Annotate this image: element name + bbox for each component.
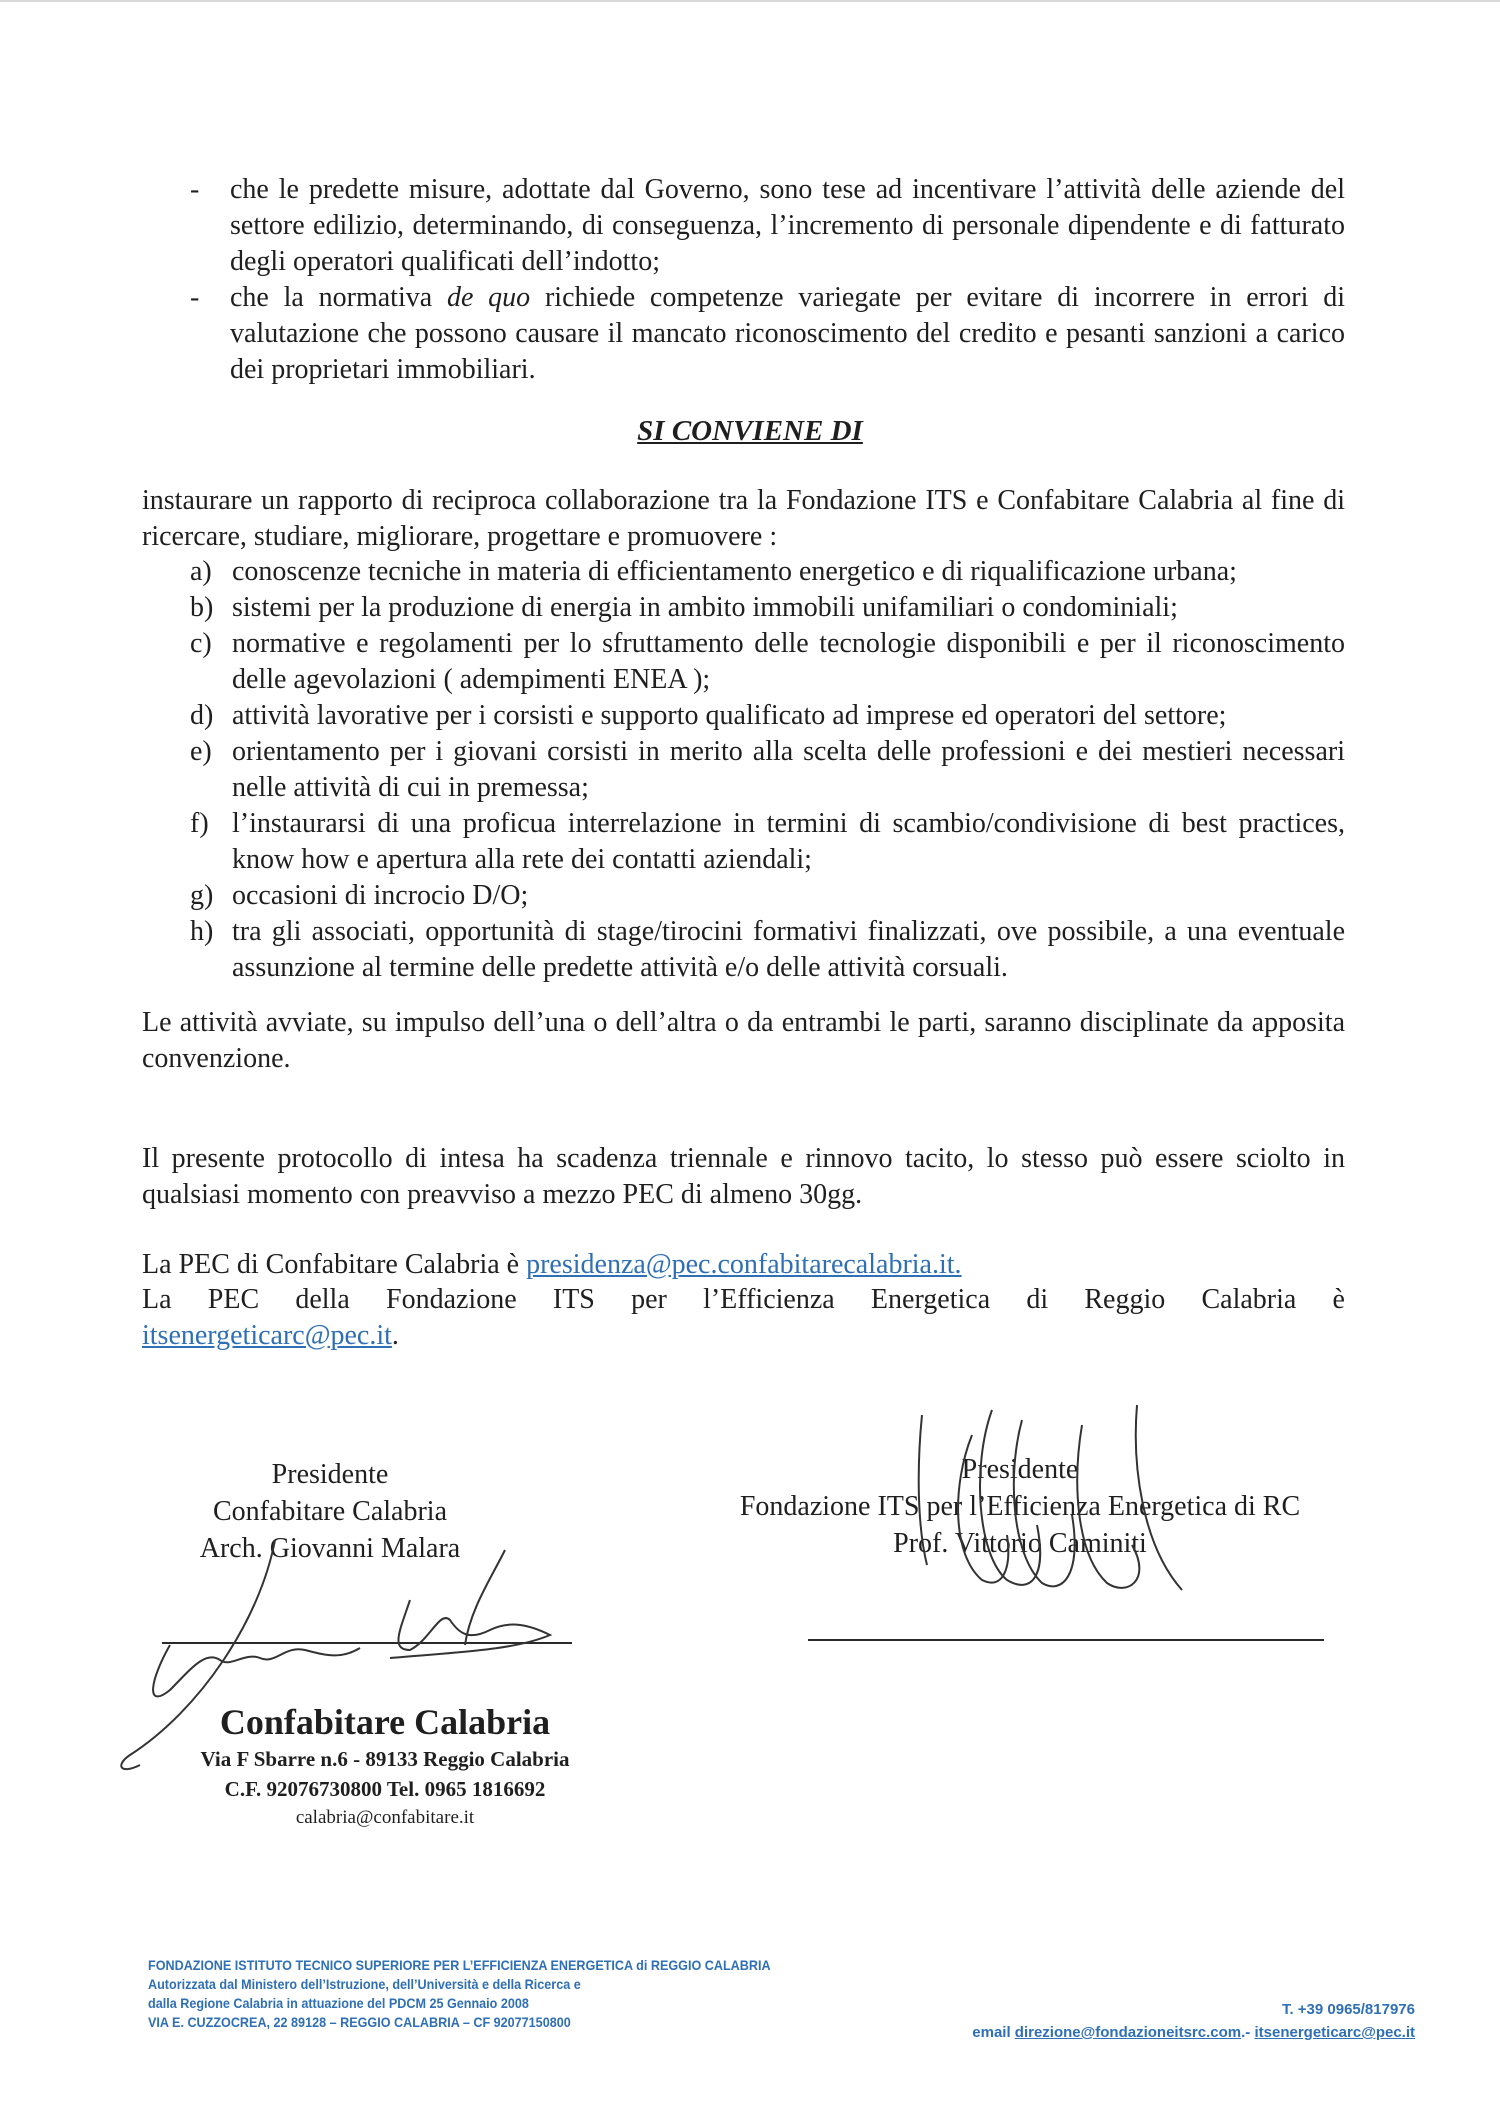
footer-emails: email direzione@fondazioneitsrc.com.- itsenergeticarc@pec.it: [972, 2024, 1415, 2041]
bullet-item: [190, 280, 1345, 388]
footer-foundation-info: [148, 1956, 796, 2032]
pec-confabitare-link[interactable]: presidenza@pec.confabitarecalabria.it.: [526, 1249, 962, 1280]
handwritten-signature-right: [912, 1405, 1192, 1605]
list-item: g) occasioni di incrocio D/O;: [190, 880, 529, 911]
signature-line-right: [808, 1639, 1324, 1641]
footer-line: VIA E. CUZZOCREA, 22 89128 – REGGIO CALABRIA – CF 92077150800: [148, 2014, 571, 2030]
footer-line: Autorizzata dal Ministero dell’Istruzione, dell’Università e della Ricerca e: [148, 1976, 581, 1992]
stamp-fiscal: C.F. 92076730800 Tel. 0965 1816692: [224, 1777, 546, 1801]
list-item: h) tra gli associati, opportunità di stage/tirocini formativi finalizzati, ove possibile, a una eventuale assunzione al termine delle predette attività e/o delle attività corsuali.: [190, 916, 1345, 983]
pec-confabitare: La PEC di Confabitare Calabria è presidenza@pec.confabitarecalabria.it.: [142, 1249, 962, 1280]
list-item: a) conoscenze tecniche in materia di efficientamento energetico e di riqualificazione urbana;: [190, 556, 1237, 587]
stamp-email: calabria@confabitare.it: [295, 1807, 475, 1828]
signer-name: Prof. Vittorio Caminiti: [893, 1528, 1147, 1559]
protocol-paragraph: Il presente protocollo di intesa ha scadenza triennale e rinnovo tacito, lo stesso può essere sciolto in qualsiasi momento con preavviso a mezzo PEC di almeno 30gg.: [142, 1143, 1345, 1210]
pec-fondazione-link[interactable]: itsenergeticarc@pec.it: [142, 1320, 392, 1351]
footer-contacts: [972, 1998, 1415, 2044]
objectives-list: [190, 554, 1345, 986]
signer-role: Presidente: [961, 1454, 1079, 1485]
bullet-text: che le predette misure, adottate dal Governo, sono tese ad incentivare l’attività delle aziende del settore edilizio, determinando, di conseguenza, l’incremento di personale dipendente e di fatturato degli operatori qualificati dell’indotto;: [230, 174, 1345, 277]
activities-paragraph: Le attività avviate, su impulso dell’una o dell’altra o da entrambi le parti, saranno disciplinate da apposita convenzione.: [142, 1007, 1345, 1074]
latin-phrase: de quo: [446, 282, 531, 313]
bullet-item: [190, 172, 1345, 280]
stamp-title: Confabitare Calabria: [219, 1702, 551, 1742]
pec-fondazione: itsenergeticarc@pec.it.: [142, 1320, 399, 1351]
signer-name: Arch. Giovanni Malara: [199, 1533, 461, 1564]
section-heading: SI CONVIENE DI: [637, 415, 863, 447]
pec-fondazione-line: La PEC della Fondazione ITS per l’Efficienza Energetica di Reggio Calabria è: [142, 1284, 1345, 1315]
bullet-text: che la normativa de quo richiede competenze variegate per evitare di incorrere in errori di valutazione che possono causare il mancato riconoscimento del credito e pesanti sanzioni a carico dei proprietari immobiliari.: [230, 282, 1345, 385]
stamp-address: Via F Sbarre n.6 - 89133 Reggio Calabria: [200, 1747, 570, 1771]
list-item: f) l’instaurarsi di una proficua interrelazione in termini di scambio/condivisione di best practices, know how e apertura alla rete dei contatti aziendali;: [190, 808, 1345, 875]
bullet-dash: -: [190, 174, 200, 205]
footer-line: FONDAZIONE ISTITUTO TECNICO SUPERIORE PER L’EFFICIENZA ENERGETICA di REGGIO CALABRIA: [148, 1957, 771, 1973]
bullet-dash: -: [190, 282, 200, 313]
signer-role: Presidente: [271, 1459, 389, 1490]
footer-phone: T. +39 0965/817976: [1281, 2001, 1415, 2018]
footer-email-pec[interactable]: itsenergeticarc@pec.it: [1254, 2024, 1415, 2041]
list-item: b) sistemi per la produzione di energia in ambito immobili unifamiliari o condominiali;: [190, 592, 1178, 623]
list-item: e) orientamento per i giovani corsisti in merito alla scelta delle professioni e dei mestieri necessari nelle attività di cui in premessa;: [190, 736, 1345, 803]
confabitare-stamp: [190, 1700, 580, 1832]
signer-organization: Confabitare Calabria: [212, 1496, 447, 1527]
signer-organization: Fondazione ITS per l’Efficienza Energetica di RC: [739, 1491, 1301, 1522]
list-item: c) normative e regolamenti per lo sfruttamento delle tecnologie disponibili e per il riconoscimento delle agevolazioni ( adempimenti ENEA );: [190, 628, 1345, 695]
list-item: d) attività lavorative per i corsisti e supporto qualificato ad imprese ed operatori del settore;: [190, 700, 1227, 731]
footer-email-direzione[interactable]: direzione@fondazioneitsrc.com: [1014, 2024, 1242, 2041]
footer-line: dalla Regione Calabria in attuazione del PDCM 25 Gennaio 2008: [148, 1995, 529, 2011]
intro-paragraph: instaurare un rapporto di reciproca collaborazione tra la Fondazione ITS e Confabitare Calabria al fine di ricercare, studiare, migliorare, progettare e promuovere :: [142, 485, 1345, 552]
scan-top-edge: [0, 0, 1500, 2]
